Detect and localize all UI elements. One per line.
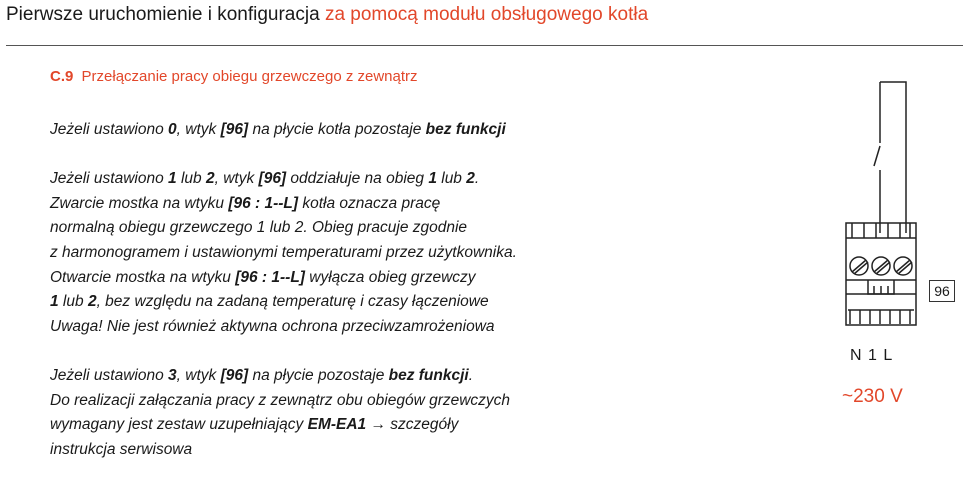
setting-value: 2 bbox=[205, 170, 215, 188]
paragraph-setting-1-2-line bbox=[50, 167, 670, 192]
text-run: wyłącza obieg grzewczy bbox=[304, 268, 476, 286]
setting-value: 0 bbox=[168, 121, 177, 138]
text-run: kotła oznacza pracę bbox=[298, 194, 441, 212]
paragraph-line: instrukcja serwisowa bbox=[50, 440, 193, 458]
setting-value: 3 bbox=[168, 366, 177, 384]
paragraph-setting-0 bbox=[50, 118, 670, 143]
text-run: , wtyk bbox=[214, 170, 259, 188]
text-run: lub bbox=[176, 170, 206, 188]
header-title: Pierwsze uruchomienie i konfiguracja bbox=[6, 4, 320, 25]
text-run: wymagany jest zestaw uzupełniający bbox=[50, 416, 308, 434]
emphasis: bez funkcji bbox=[425, 121, 506, 138]
section-title: Przełączanie pracy obiegu grzewczego z zewnątrz bbox=[81, 68, 418, 85]
pin-labels: N 1 L bbox=[850, 347, 894, 364]
text-run: Jeżeli ustawiono bbox=[50, 170, 169, 188]
product-ref: EM-EA1 bbox=[307, 416, 367, 434]
text-run: , wtyk bbox=[176, 121, 221, 138]
paragraph-line: z harmonogramem i ustawionymi temperaturami przez użytkownika. bbox=[50, 243, 517, 261]
circuit-ref: 2 bbox=[87, 293, 97, 311]
paragraph-line bbox=[50, 266, 670, 291]
switch-icon bbox=[874, 146, 880, 166]
text-run: oddziałuje na obieg bbox=[286, 170, 429, 188]
page-header bbox=[6, 4, 648, 26]
text-run: lub bbox=[58, 293, 88, 311]
text-run: na płycie kotła pozostaje bbox=[248, 121, 426, 138]
text-run: , wtyk bbox=[176, 366, 221, 384]
text-run: , bez względu na zadaną temperaturę i czasy łączeniowe bbox=[96, 293, 489, 311]
setting-value: 1 bbox=[168, 170, 177, 188]
circuit-ref: 1 bbox=[428, 170, 437, 188]
text-run: Zwarcie mostka na wtyku bbox=[50, 194, 229, 212]
section-body bbox=[50, 118, 670, 462]
plug-ref: [96 : 1--L] bbox=[228, 194, 299, 212]
paragraph-setting-3-line bbox=[50, 364, 670, 389]
text-run: Jeżeli ustawiono bbox=[50, 366, 169, 384]
plug-ref: [96] bbox=[220, 121, 249, 138]
text-run: . bbox=[474, 170, 480, 188]
paragraph-line: Uwaga! Nie jest również aktywna ochrona przeciwzamrożeniowa bbox=[50, 317, 495, 335]
terminal-number-label: 96 bbox=[929, 280, 955, 302]
section-number: C.9 bbox=[50, 68, 74, 85]
text-run: → szczegóły bbox=[366, 416, 459, 434]
circuit-ref: 2 bbox=[466, 170, 475, 188]
plug-ref: [96] bbox=[220, 366, 249, 384]
wire-icon bbox=[880, 82, 906, 233]
voltage-label: ~230 V bbox=[842, 386, 903, 407]
paragraph-line: normalną obiegu grzewczego 1 lub 2. Obieg pracuje zgodnie bbox=[50, 219, 468, 237]
header-divider bbox=[6, 45, 963, 46]
text-run: Otwarcie mostka na wtyku bbox=[50, 268, 236, 286]
text-run: Jeżeli ustawiono bbox=[50, 121, 169, 138]
plug-ref: [96] bbox=[258, 170, 287, 188]
text-run: na płycie pozostaje bbox=[248, 366, 389, 384]
section-heading bbox=[50, 68, 418, 85]
terminal-diagram bbox=[836, 78, 926, 348]
text-run: . bbox=[468, 366, 474, 384]
paragraph-line bbox=[50, 290, 670, 315]
paragraph-line: Do realizacji załączania pracy z zewnątrz obu obiegów grzewczych bbox=[50, 391, 511, 409]
header-title-accent: za pomocą modułu obsługowego kotła bbox=[324, 4, 649, 25]
text-run: lub bbox=[436, 170, 467, 188]
plug-ref: [96 : 1--L] bbox=[235, 268, 305, 286]
paragraph-line bbox=[50, 192, 670, 217]
paragraph-line bbox=[50, 413, 670, 438]
circuit-ref: 1 bbox=[50, 293, 59, 311]
emphasis: bez funkcji bbox=[388, 366, 469, 384]
